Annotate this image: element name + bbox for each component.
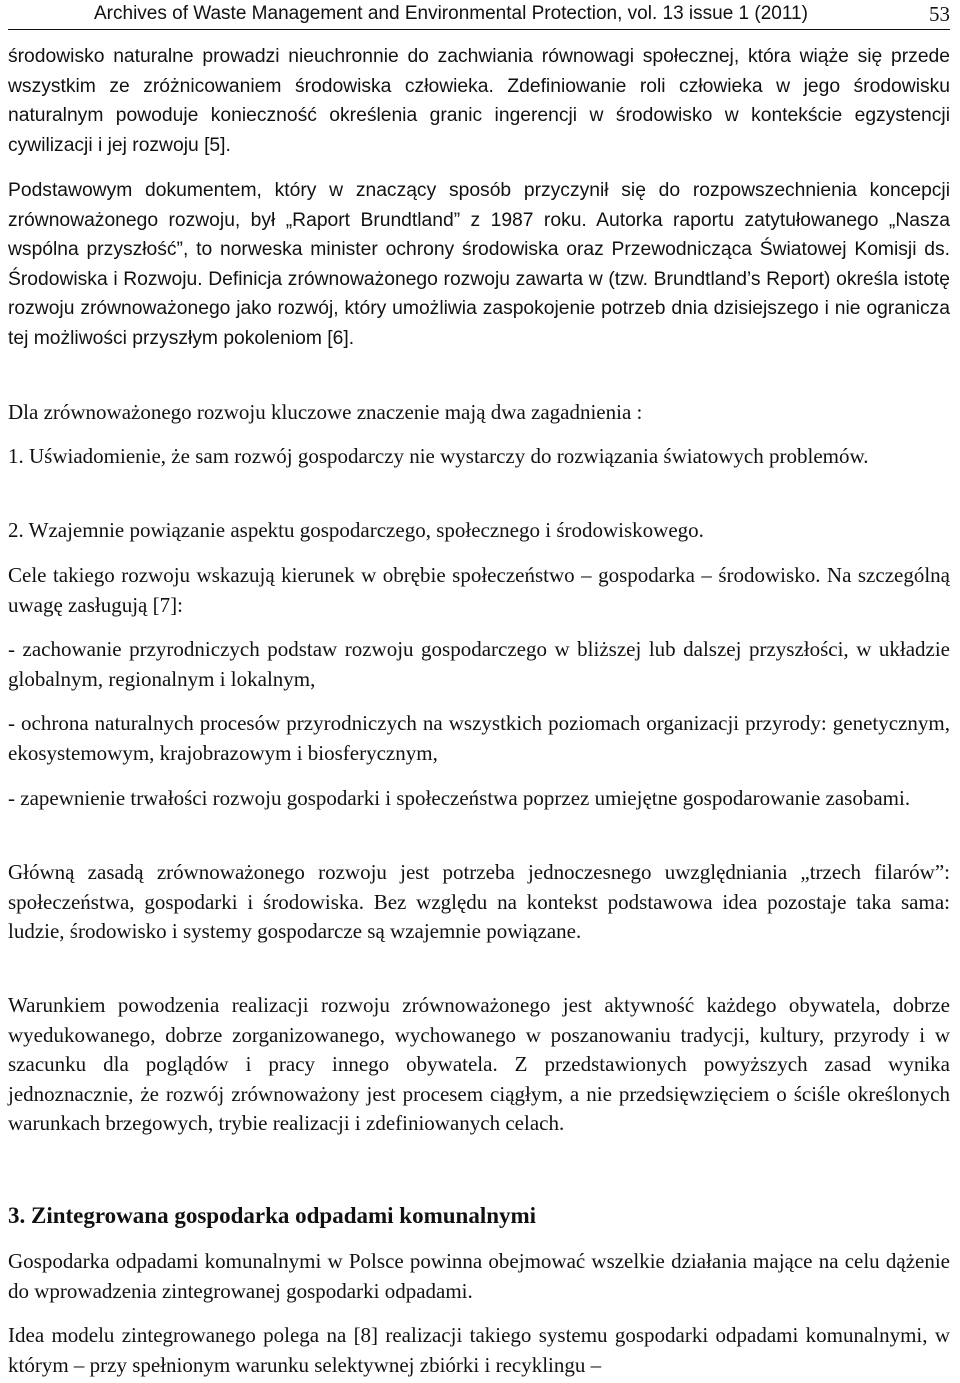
document-page: [8, 0, 950, 1377]
page-number: 53: [929, 2, 950, 26]
paragraph: Warunkiem powodzenia realizacji rozwoju zrównoważonego jest aktywność każdego obywatela, dobrze wyedukowanego, dobrze zorganizowanego, wychowanego w poszanowaniu tradycji, kultury, przyrody i w szacunku dla poglądów i pracy innego obywatela. Z przedstawionych powyższych zasad wynika jednoznacznie, że rozwój zrównoważony jest procesem ciągłym, a nie przedsięwzięciem o ściśle określonych warunkach brzegowych, trybie realizacji i zdefiniowanych celach.: [8, 993, 950, 1136]
numbered-item: 1. Uświadomienie, że sam rozwój gospodarczy nie wystarczy do rozwiązania światowych problemów.: [8, 444, 869, 468]
list-item: - ochrona naturalnych procesów przyrodniczych na wszystkich poziomach organizacji przyrody: genetycznym, ekosystemowym, krajobrazowym i biosferycznym,: [8, 711, 950, 765]
list-item: - zapewnienie trwałości rozwoju gospodarki i społeczeństwa poprzez umiejętne gospodarowanie zasobami.: [8, 786, 911, 810]
journal-citation: Archives of Waste Management and Environmental Protection, vol. 13 issue 1 (2011): [94, 3, 808, 24]
header-rule: [8, 29, 950, 30]
running-header: [8, 0, 950, 32]
paragraph: środowisko naturalne prowadzi nieuchronnie do zachwiania równowagi społecznej, która wiąże się przede wszystkim ze zróżnicowaniem środowiska człowieka. Zdefiniowanie roli człowieka w jego środowisku naturalnym powoduje konieczność określenia granic ingerencji w środowisko w kontekście egzystencji cywilizacji i jej rozwoju [5].: [8, 46, 950, 156]
numbered-item: 2. Wzajemnie powiązanie aspektu gospodarczego, społecznego i środowiskowego.: [8, 518, 704, 542]
paragraph: Dla zrównoważonego rozwoju kluczowe znaczenie mają dwa zagadnienia :: [8, 400, 643, 424]
paragraph: Idea modelu zintegrowanego polega na [8] realizacji takiego systemu gospodarki odpadami komunalnymi, w którym – przy spełnionym warunku selektywnej zbiórki i recyklingu –: [8, 1323, 950, 1377]
paragraph: Podstawowym dokumentem, który w znaczący sposób przyczynił się do rozpowszechnienia koncepcji zrównoważonego rozwoju, był „Raport Brundtland” z 1987 roku. Autorka raportu zatytułowanego „Nasza wspólna przyszłość”, to norweska minister ochrony środowiska oraz Przewodnicząca Światowej Komisji ds. Środowiska i Rozwoju. Definicja zrównoważonego rozwoju zawarta w (tzw. Brundtland’s Report) określa istotę rozwoju zrównoważonego jako rozwój, który umożliwia zaspokojenie potrzeb dnia dzisiejszego i nie ogranicza tej możliwości przyszłym pokoleniom [6].: [8, 180, 950, 349]
paragraph: Gospodarka odpadami komunalnymi w Polsce powinna obejmować wszelkie działania mające na celu dążenie do wprowadzenia zintegrowanej gospodarki odpadami.: [8, 1249, 950, 1303]
paragraph: Cele takiego rozwoju wskazują kierunek w obrębie społeczeństwo – gospodarka – środowisko. Na szczególną uwagę zasługują [7]:: [8, 563, 950, 617]
section-heading: 3. Zintegrowana gospodarka odpadami komunalnymi: [8, 1203, 537, 1228]
paragraph: Główną zasadą zrównoważonego rozwoju jest potrzeba jednoczesnego uwzględniania „trzech filarów”: społeczeństwa, gospodarki i środowiska. Bez względu na kontekst podstawowa idea pozostaje taka sama: ludzie, środowisko i systemy gospodarcze są wzajemnie powiązane.: [8, 860, 950, 944]
list-item: - zachowanie przyrodniczych podstaw rozwoju gospodarczego w bliższej lub dalszej przyszłości, w układzie globalnym, regionalnym i lokalnym,: [8, 637, 950, 691]
